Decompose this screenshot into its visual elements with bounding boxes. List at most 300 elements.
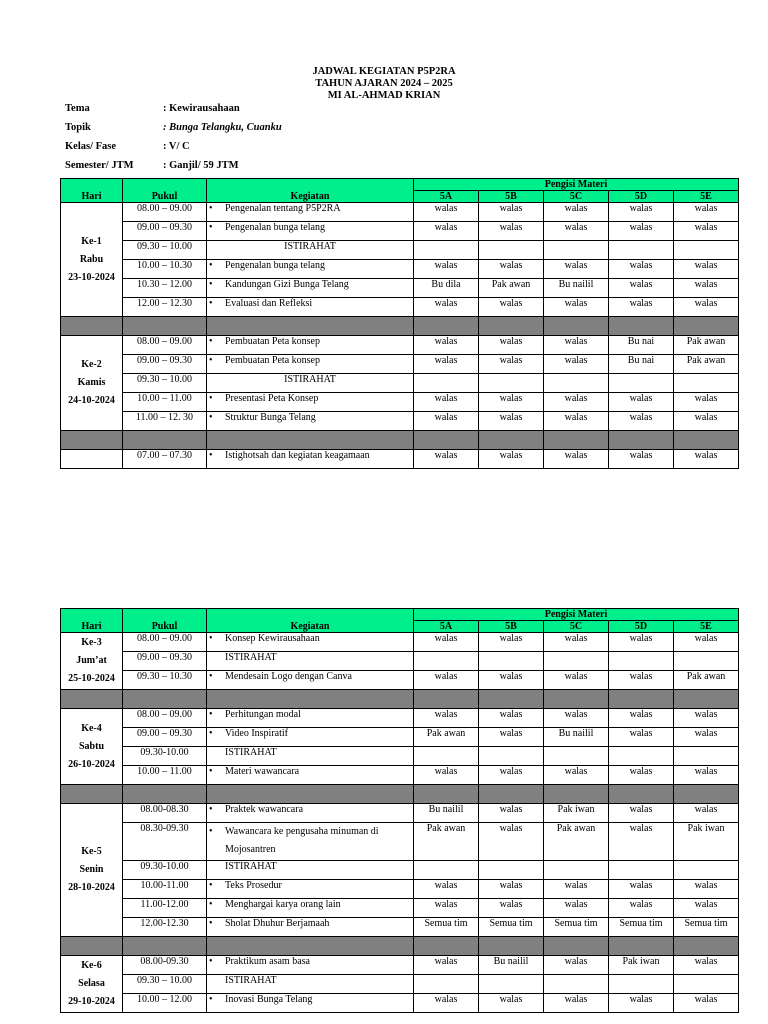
- presenter-cell: walas: [544, 203, 609, 222]
- presenter-cell: Bu nailil: [544, 728, 609, 747]
- presenter-cell: walas: [609, 298, 674, 317]
- activity-text: Evaluasi dan Refleksi: [225, 298, 313, 309]
- table-row: [61, 728, 739, 747]
- activity-cell: [207, 279, 414, 298]
- doc-title-line1: JADWAL KEGIATAN P5P2RA: [312, 66, 456, 77]
- activity-text: Kandungan Gizi Bunga Telang: [225, 279, 349, 290]
- presenter-cell: Semua tim: [479, 918, 544, 937]
- activity-cell: [207, 804, 414, 823]
- time-cell: 09.30-10.00: [123, 747, 207, 766]
- presenter-cell: [674, 241, 739, 260]
- activity-cell: [207, 450, 414, 469]
- day-label: 23-10-2024: [68, 271, 115, 283]
- col-hari: Hari: [61, 609, 123, 633]
- meta-key: Semester/ JTM: [65, 160, 134, 171]
- table-row: [61, 671, 739, 690]
- presenter-cell: [479, 374, 544, 393]
- presenter-cell: walas: [414, 355, 479, 374]
- col-pengisi-materi: Pengisi Materi: [414, 609, 739, 621]
- meta-key: Tema: [65, 103, 90, 114]
- bullet-icon: •: [209, 671, 213, 682]
- presenter-cell: walas: [609, 260, 674, 279]
- presenter-cell: walas: [479, 728, 544, 747]
- presenter-cell: Pak awan: [544, 823, 609, 861]
- activity-text: Menghargai karya orang lain: [225, 899, 341, 910]
- presenter-cell: walas: [414, 260, 479, 279]
- time-cell: 08.30-09.30: [123, 823, 207, 861]
- presenter-cell: [609, 374, 674, 393]
- time-cell: 08.00 – 09.00: [123, 336, 207, 355]
- presenter-cell: walas: [674, 956, 739, 975]
- table-row: [61, 633, 739, 652]
- bullet-icon: •: [209, 393, 213, 404]
- bullet-icon: •: [209, 918, 213, 929]
- presenter-cell: walas: [674, 393, 739, 412]
- presenter-cell: walas: [479, 450, 544, 469]
- table-row: [61, 412, 739, 431]
- presenter-cell: [544, 652, 609, 671]
- presenter-cell: walas: [674, 899, 739, 918]
- presenter-cell: [414, 747, 479, 766]
- presenter-cell: [544, 975, 609, 994]
- presenter-cell: walas: [544, 671, 609, 690]
- presenter-cell: walas: [674, 203, 739, 222]
- activity-text: ISTIRAHAT: [225, 975, 277, 986]
- activity-text: ISTIRAHAT: [284, 241, 336, 252]
- time-cell: 12.00-12.30: [123, 918, 207, 937]
- presenter-cell: Bu nailil: [544, 279, 609, 298]
- table-row: [61, 709, 739, 728]
- activity-text: Inovasi Bunga Telang: [225, 994, 313, 1005]
- presenter-cell: [544, 374, 609, 393]
- presenter-cell: [674, 861, 739, 880]
- presenter-cell: walas: [414, 393, 479, 412]
- presenter-cell: walas: [544, 633, 609, 652]
- activity-cell: [207, 709, 414, 728]
- presenter-cell: walas: [479, 355, 544, 374]
- presenter-cell: [544, 241, 609, 260]
- activity-cell: [207, 956, 414, 975]
- table-row: [61, 355, 739, 374]
- presenter-cell: [674, 652, 739, 671]
- table-row: [61, 222, 739, 241]
- time-cell: 09.00 – 09.30: [123, 728, 207, 747]
- presenter-cell: walas: [609, 804, 674, 823]
- presenter-cell: [479, 652, 544, 671]
- day-label: Kamis: [77, 377, 106, 388]
- col-class-5A: 5A: [414, 191, 479, 203]
- activity-text: Presentasi Peta Konsep: [225, 393, 319, 404]
- presenter-cell: walas: [479, 823, 544, 861]
- col-class-5D: 5D: [609, 191, 674, 203]
- presenter-cell: [479, 241, 544, 260]
- presenter-cell: walas: [479, 203, 544, 222]
- time-cell: 09.30 – 10.00: [123, 374, 207, 393]
- col-class-5C: 5C: [544, 191, 609, 203]
- bullet-icon: •: [209, 994, 213, 1005]
- presenter-cell: Pak awan: [414, 823, 479, 861]
- presenter-cell: walas: [609, 412, 674, 431]
- presenter-cell: walas: [414, 222, 479, 241]
- activity-text: Pengenalan tentang P5P2RA: [225, 203, 341, 214]
- presenter-cell: Pak awan: [414, 728, 479, 747]
- presenter-cell: Pak awan: [674, 336, 739, 355]
- col-pukul: Pukul: [123, 609, 207, 633]
- presenter-cell: walas: [479, 298, 544, 317]
- table-row: [61, 279, 739, 298]
- time-cell: 10.00 – 12.00: [123, 994, 207, 1013]
- activity-cell: [207, 393, 414, 412]
- activity-cell: [207, 766, 414, 785]
- activity-cell: [207, 412, 414, 431]
- doc-title-line2: TAHUN AJARAN 2024 – 2025: [315, 78, 453, 89]
- col-kegiatan: Kegiatan: [207, 609, 414, 633]
- table-row: [61, 861, 739, 880]
- bullet-icon: •: [209, 336, 213, 347]
- day-cell: [61, 450, 123, 469]
- time-cell: 10.00 – 11.00: [123, 766, 207, 785]
- meta-row: [65, 156, 282, 175]
- table-row: [61, 975, 739, 994]
- presenter-cell: Pak awan: [674, 671, 739, 690]
- presenter-cell: walas: [609, 994, 674, 1013]
- presenter-cell: walas: [414, 671, 479, 690]
- col-hari: Hari: [61, 179, 123, 203]
- presenter-cell: Pak iwan: [609, 956, 674, 975]
- presenter-cell: [414, 374, 479, 393]
- presenter-cell: Bu nai: [609, 355, 674, 374]
- activity-cell: [207, 861, 414, 880]
- bullet-icon: •: [209, 260, 213, 271]
- presenter-cell: [479, 747, 544, 766]
- col-class-5E: 5E: [674, 621, 739, 633]
- bullet-icon: •: [209, 412, 213, 423]
- presenter-cell: Semua tim: [609, 918, 674, 937]
- presenter-cell: [609, 241, 674, 260]
- meta-value: : Ganjil/ 59 JTM: [163, 160, 239, 171]
- activity-text: Mendesain Logo dengan Canva: [225, 671, 352, 682]
- presenter-cell: walas: [479, 260, 544, 279]
- day-label: Ke-2: [81, 359, 102, 370]
- presenter-cell: walas: [414, 880, 479, 899]
- activity-cell: [207, 260, 414, 279]
- presenter-cell: [544, 747, 609, 766]
- presenter-cell: walas: [479, 994, 544, 1013]
- presenter-cell: walas: [414, 766, 479, 785]
- day-label: 24-10-2024: [68, 395, 115, 406]
- table-row: [61, 336, 739, 355]
- day-label: 29-10-2024: [68, 996, 115, 1007]
- day-separator: [61, 937, 739, 956]
- presenter-cell: [674, 747, 739, 766]
- table-row: [61, 956, 739, 975]
- bullet-icon: •: [209, 899, 213, 910]
- meta-row: [65, 137, 282, 156]
- time-cell: 08.00 – 09.00: [123, 203, 207, 222]
- presenter-cell: walas: [544, 899, 609, 918]
- presenter-cell: Bu nai: [609, 336, 674, 355]
- meta-row: [65, 99, 282, 118]
- day-cell: [61, 336, 123, 431]
- day-separator: [61, 317, 739, 336]
- col-class-5D: 5D: [609, 621, 674, 633]
- presenter-cell: [414, 652, 479, 671]
- presenter-cell: walas: [479, 412, 544, 431]
- time-cell: 09.30-10.00: [123, 861, 207, 880]
- presenter-cell: walas: [674, 450, 739, 469]
- table-row: [61, 450, 739, 469]
- presenter-cell: walas: [544, 880, 609, 899]
- presenter-cell: walas: [479, 393, 544, 412]
- activity-cell: [207, 671, 414, 690]
- activity-text: ISTIRAHAT: [225, 861, 277, 872]
- meta-value: : Kewirausahaan: [163, 103, 240, 114]
- activity-cell: [207, 633, 414, 652]
- presenter-cell: walas: [414, 633, 479, 652]
- presenter-cell: walas: [544, 336, 609, 355]
- bullet-icon: •: [209, 826, 213, 837]
- bullet-icon: •: [209, 222, 213, 233]
- activity-cell: [207, 899, 414, 918]
- col-pukul: Pukul: [123, 179, 207, 203]
- presenter-cell: walas: [609, 823, 674, 861]
- activity-text: Konsep Kewirausahaan: [225, 633, 320, 644]
- time-cell: 08.00 – 09.00: [123, 709, 207, 728]
- presenter-cell: walas: [674, 260, 739, 279]
- activity-cell: [207, 241, 414, 260]
- activity-text: Pengenalan bunga telang: [225, 222, 325, 233]
- activity-cell: [207, 203, 414, 222]
- activity-cell: [207, 747, 414, 766]
- presenter-cell: walas: [674, 994, 739, 1013]
- table-row: [61, 766, 739, 785]
- presenter-cell: walas: [414, 956, 479, 975]
- presenter-cell: walas: [674, 222, 739, 241]
- day-cell: [61, 709, 123, 785]
- presenter-cell: [479, 861, 544, 880]
- activity-text: Pembuatan Peta konsep: [225, 355, 320, 366]
- presenter-cell: walas: [544, 260, 609, 279]
- presenter-cell: walas: [674, 709, 739, 728]
- activity-text: Sholat Dhuhur Berjamaah: [225, 918, 330, 929]
- bullet-icon: •: [209, 298, 213, 309]
- bullet-icon: •: [209, 880, 213, 891]
- presenter-cell: walas: [544, 355, 609, 374]
- presenter-cell: [609, 652, 674, 671]
- presenter-cell: walas: [609, 671, 674, 690]
- time-cell: 11.00-12.00: [123, 899, 207, 918]
- day-cell: [61, 804, 123, 937]
- activity-text: Praktikum asam basa: [225, 956, 310, 967]
- presenter-cell: walas: [674, 728, 739, 747]
- presenter-cell: walas: [414, 994, 479, 1013]
- presenter-cell: walas: [414, 899, 479, 918]
- table-row: [61, 393, 739, 412]
- presenter-cell: walas: [414, 336, 479, 355]
- day-label: Ke-4: [81, 722, 102, 734]
- col-kegiatan: Kegiatan: [207, 179, 414, 203]
- meta-key: Kelas/ Fase: [65, 141, 117, 152]
- presenter-cell: walas: [609, 709, 674, 728]
- bullet-icon: •: [209, 355, 213, 366]
- presenter-cell: [414, 241, 479, 260]
- time-cell: 10.30 – 12.00: [123, 279, 207, 298]
- activity-text: ISTIRAHAT: [284, 374, 336, 385]
- presenter-cell: walas: [414, 709, 479, 728]
- presenter-cell: walas: [609, 203, 674, 222]
- presenter-cell: walas: [674, 298, 739, 317]
- activity-text: Struktur Bunga Telang: [225, 412, 316, 423]
- day-cell: [61, 633, 123, 690]
- presenter-cell: Bu nailil: [414, 804, 479, 823]
- time-cell: 09.00 – 09.30: [123, 652, 207, 671]
- presenter-cell: walas: [609, 728, 674, 747]
- table-row: [61, 899, 739, 918]
- day-label: 26-10-2024: [68, 758, 115, 770]
- time-cell: 08.00-09.30: [123, 956, 207, 975]
- day-separator: [61, 431, 739, 450]
- day-label: Selasa: [78, 978, 105, 989]
- time-cell: 10.00 – 10.30: [123, 260, 207, 279]
- bullet-icon: •: [209, 203, 213, 214]
- table-row: [61, 203, 739, 222]
- time-cell: 12.00 – 12.30: [123, 298, 207, 317]
- day-label: Sabtu: [78, 740, 104, 752]
- time-cell: 08.00-08.30: [123, 804, 207, 823]
- presenter-cell: walas: [674, 766, 739, 785]
- table-row: [61, 823, 739, 861]
- activity-cell: [207, 918, 414, 937]
- activity-text: Video Inspiratif: [225, 728, 288, 739]
- activity-cell: [207, 728, 414, 747]
- col-pengisi-materi: Pengisi Materi: [414, 179, 739, 191]
- presenter-cell: walas: [674, 880, 739, 899]
- bullet-icon: •: [209, 709, 213, 720]
- table-row: [61, 880, 739, 899]
- presenter-cell: walas: [479, 671, 544, 690]
- presenter-cell: walas: [414, 203, 479, 222]
- col-class-5E: 5E: [674, 191, 739, 203]
- time-cell: 10.00 – 11.00: [123, 393, 207, 412]
- presenter-cell: walas: [674, 279, 739, 298]
- presenter-cell: walas: [544, 956, 609, 975]
- day-cell: [61, 203, 123, 317]
- presenter-cell: walas: [544, 450, 609, 469]
- time-cell: 07.00 – 07.30: [123, 450, 207, 469]
- presenter-cell: walas: [479, 880, 544, 899]
- presenter-cell: walas: [544, 766, 609, 785]
- day-label: Senin: [79, 864, 104, 875]
- activity-cell: [207, 298, 414, 317]
- day-label: Rabu: [79, 253, 104, 265]
- bullet-icon: •: [209, 804, 213, 815]
- presenter-cell: walas: [479, 766, 544, 785]
- time-cell: 09.30 – 10.00: [123, 975, 207, 994]
- day-label: 28-10-2024: [68, 882, 115, 893]
- day-separator: [61, 785, 739, 804]
- time-cell: 08.00 – 09.00: [123, 633, 207, 652]
- presenter-cell: walas: [609, 633, 674, 652]
- presenter-cell: [674, 374, 739, 393]
- table-row: [61, 374, 739, 393]
- presenter-cell: walas: [609, 222, 674, 241]
- presenter-cell: [609, 861, 674, 880]
- presenter-cell: walas: [479, 336, 544, 355]
- day-separator: [61, 690, 739, 709]
- activity-text: Istighotsah dan kegiatan keagamaan: [225, 450, 370, 461]
- activity-cell: [207, 336, 414, 355]
- bullet-icon: •: [209, 766, 213, 777]
- presenter-cell: [609, 747, 674, 766]
- time-cell: 11.00 – 12. 30: [123, 412, 207, 431]
- presenter-cell: Semua tim: [674, 918, 739, 937]
- day-cell: [61, 956, 123, 1013]
- activity-text: Materi wawancara: [225, 766, 300, 777]
- meta-value: : Bunga Telangku, Cuanku: [163, 122, 282, 133]
- activity-cell: [207, 880, 414, 899]
- schedule-table-1: [60, 178, 739, 469]
- presenter-cell: Pak awan: [479, 279, 544, 298]
- presenter-cell: [414, 975, 479, 994]
- day-label: Ke-1: [81, 235, 102, 247]
- presenter-cell: [609, 975, 674, 994]
- col-class-5C: 5C: [544, 621, 609, 633]
- presenter-cell: [544, 861, 609, 880]
- activity-cell: [207, 652, 414, 671]
- activity-cell: [207, 823, 414, 861]
- presenter-cell: walas: [479, 709, 544, 728]
- activity-text: ISTIRAHAT: [225, 747, 277, 758]
- activity-cell: [207, 355, 414, 374]
- presenter-cell: walas: [674, 633, 739, 652]
- presenter-cell: walas: [414, 450, 479, 469]
- presenter-cell: Pak awan: [674, 355, 739, 374]
- day-label: Ke-5: [81, 846, 102, 857]
- bullet-icon: •: [209, 956, 213, 967]
- table-row: [61, 652, 739, 671]
- meta-key: Topik: [65, 122, 91, 133]
- presenter-cell: walas: [544, 412, 609, 431]
- time-cell: 09.00 – 09.30: [123, 355, 207, 374]
- col-class-5B: 5B: [479, 191, 544, 203]
- presenter-cell: walas: [609, 450, 674, 469]
- time-cell: 09.30 – 10.00: [123, 241, 207, 260]
- bullet-icon: •: [209, 450, 213, 461]
- table-row: [61, 804, 739, 823]
- activity-cell: [207, 222, 414, 241]
- day-label: Ke-6: [81, 960, 102, 971]
- presenter-cell: walas: [414, 412, 479, 431]
- presenter-cell: walas: [609, 766, 674, 785]
- activity-text: Pengenalan bunga telang: [225, 260, 325, 271]
- doc-title-line3: MI AL-AHMAD KRIAN: [327, 90, 441, 101]
- activity-text: Praktek wawancara: [225, 804, 304, 815]
- day-label: Jum’at: [76, 655, 107, 666]
- meta-value: : V/ C: [163, 141, 190, 152]
- presenter-cell: Semua tim: [414, 918, 479, 937]
- presenter-cell: walas: [609, 880, 674, 899]
- meta-info: [65, 99, 282, 175]
- bullet-icon: •: [209, 279, 213, 290]
- activity-text: Teks Prosedur: [225, 880, 282, 891]
- presenter-cell: walas: [414, 298, 479, 317]
- presenter-cell: walas: [544, 994, 609, 1013]
- presenter-cell: walas: [544, 709, 609, 728]
- presenter-cell: walas: [544, 393, 609, 412]
- activity-text: ISTIRAHAT: [225, 652, 277, 663]
- activity-cell: [207, 994, 414, 1013]
- activity-text: Perhitungan modal: [225, 709, 301, 720]
